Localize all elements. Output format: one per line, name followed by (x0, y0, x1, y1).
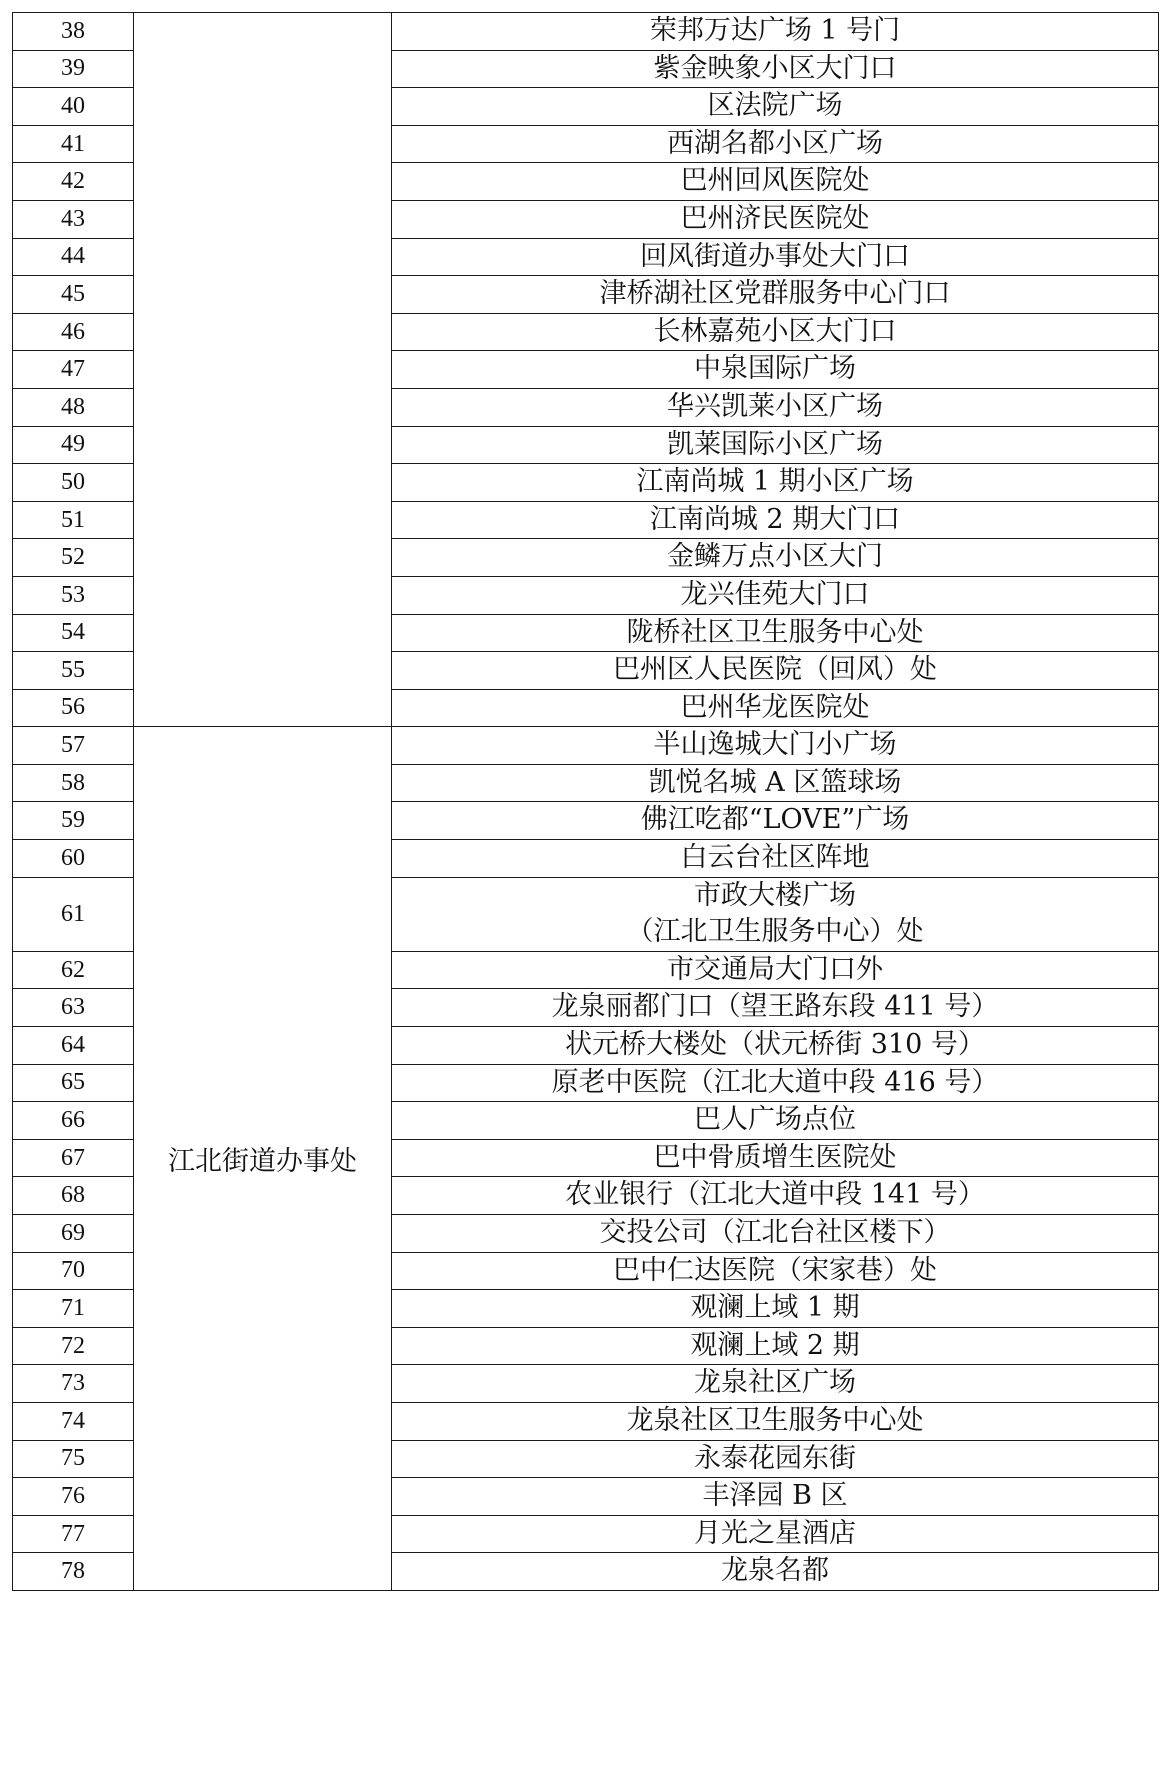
row-number: 48 (13, 388, 134, 426)
location-line: 交投公司（江北台社区楼下） (599, 1217, 951, 1248)
location-line: 巴州区人民医院（回风）处 (613, 654, 937, 686)
location-cell (392, 313, 1159, 351)
row-number: 46 (13, 313, 134, 351)
row-number: 64 (13, 1027, 134, 1065)
location-line: 巴中骨质增生医院处 (653, 1141, 897, 1173)
location-line: 巴州济民医院处 (680, 202, 870, 234)
row-number: 71 (13, 1290, 134, 1328)
location-line: 金鳞万点小区大门 (667, 541, 883, 573)
table-row (13, 727, 1159, 765)
row-number: 70 (13, 1252, 134, 1290)
location-cell (392, 1102, 1159, 1140)
location-line: 陇桥社区卫生服务中心处 (626, 616, 924, 648)
location-cell (392, 1027, 1159, 1065)
location-cell (392, 764, 1159, 802)
location-cell (392, 1252, 1159, 1290)
row-number: 78 (13, 1553, 134, 1591)
location-line: 巴中仁达医院（宋家巷）处 (613, 1254, 937, 1286)
row-number: 44 (13, 238, 134, 276)
row-number: 68 (13, 1177, 134, 1215)
location-line: 紫金映象小区大门口 (653, 52, 897, 84)
table-row (13, 13, 1159, 51)
row-number: 52 (13, 539, 134, 577)
location-line: 荣邦万达广场 1 号门 (649, 15, 901, 46)
row-number: 47 (13, 351, 134, 389)
row-number: 59 (13, 802, 134, 840)
location-line: 龙兴佳苑大门口 (680, 578, 870, 610)
location-cell (392, 1478, 1159, 1516)
location-line: （江北卫生服务中心）处 (626, 916, 924, 948)
location-cell (392, 88, 1159, 126)
row-number: 51 (13, 501, 134, 539)
testing-sites-table (12, 12, 1159, 1591)
location-cell (392, 50, 1159, 88)
location-cell (392, 727, 1159, 765)
location-line: 半山逸城大门小广场 (653, 729, 897, 761)
location-line: 市交通局大门口外 (667, 953, 883, 985)
row-number: 54 (13, 614, 134, 652)
location-line: 龙泉社区卫生服务中心处 (626, 1404, 924, 1436)
location-line: 巴州回风医院处 (680, 165, 870, 197)
location-cell (392, 1402, 1159, 1440)
row-number: 63 (13, 989, 134, 1027)
row-number: 56 (13, 689, 134, 727)
location-line: 原老中医院（江北大道中段 416 号） (551, 1066, 999, 1098)
location-cell (392, 276, 1159, 314)
office-cell: 江北街道办事处 (134, 727, 392, 1591)
location-cell (392, 1139, 1159, 1177)
location-line: 白云台社区阵地 (680, 842, 870, 874)
location-line: 巴州华龙医院处 (680, 691, 870, 723)
location-cell (392, 1064, 1159, 1102)
row-number: 69 (13, 1215, 134, 1253)
location-cell (392, 125, 1159, 163)
location-line: 巴人广场点位 (694, 1104, 856, 1136)
location-line: 江南尚城 1 期小区广场 (636, 466, 914, 498)
location-cell (392, 1440, 1159, 1478)
row-number: 53 (13, 576, 134, 614)
row-number: 67 (13, 1139, 134, 1177)
location-cell (392, 802, 1159, 840)
location-cell (392, 1515, 1159, 1553)
row-number: 58 (13, 764, 134, 802)
location-cell (392, 877, 1159, 951)
location-line: 津桥湖社区党群服务中心门口 (599, 278, 951, 310)
row-number: 41 (13, 125, 134, 163)
location-cell (392, 13, 1159, 51)
table-body (13, 13, 1159, 1591)
location-line: 永泰花园东街 (694, 1442, 856, 1474)
location-line: 区法院广场 (707, 90, 843, 122)
location-cell (392, 840, 1159, 878)
row-number: 77 (13, 1515, 134, 1553)
row-number: 61 (13, 877, 134, 951)
location-cell (392, 1365, 1159, 1403)
location-cell (392, 614, 1159, 652)
location-cell (392, 1327, 1159, 1365)
row-number: 57 (13, 727, 134, 765)
location-line: 中泉国际广场 (694, 353, 856, 385)
location-cell (392, 464, 1159, 502)
location-line: 华兴凯莱小区广场 (667, 390, 883, 422)
location-cell (392, 689, 1159, 727)
location-cell (392, 652, 1159, 690)
location-cell (392, 1553, 1159, 1591)
location-cell (392, 163, 1159, 201)
row-number: 66 (13, 1102, 134, 1140)
row-number: 43 (13, 200, 134, 238)
row-number: 39 (13, 50, 134, 88)
row-number: 45 (13, 276, 134, 314)
location-cell (392, 1290, 1159, 1328)
location-cell (392, 989, 1159, 1027)
location-line: 月光之星酒店 (694, 1517, 856, 1549)
row-number: 72 (13, 1327, 134, 1365)
location-line: 西湖名都小区广场 (667, 127, 883, 159)
location-cell (392, 539, 1159, 577)
row-number: 74 (13, 1402, 134, 1440)
location-cell (392, 501, 1159, 539)
location-cell (392, 238, 1159, 276)
row-number: 62 (13, 951, 134, 989)
location-line: 观澜上域 2 期 (690, 1329, 860, 1361)
location-cell (392, 351, 1159, 389)
row-number: 60 (13, 840, 134, 878)
row-number: 76 (13, 1478, 134, 1516)
location-line: 回风街道办事处大门口 (640, 240, 910, 272)
location-line: 龙泉名都 (721, 1555, 829, 1587)
location-line: 丰泽园 B 区 (702, 1480, 848, 1512)
location-line: 状元桥大楼处（状元桥街 310 号） (565, 1029, 985, 1061)
location-line: 农业银行（江北大道中段 141 号） (565, 1179, 985, 1211)
row-number: 40 (13, 88, 134, 126)
location-line: 凯莱国际小区广场 (667, 428, 883, 460)
row-number: 42 (13, 163, 134, 201)
row-number: 55 (13, 652, 134, 690)
location-cell (392, 200, 1159, 238)
row-number: 50 (13, 464, 134, 502)
location-line: 佛江吃都“LOVE”广场 (640, 804, 910, 836)
location-line: 长林嘉苑小区大门口 (653, 315, 897, 347)
office-cell (134, 13, 392, 727)
location-cell (392, 1177, 1159, 1215)
row-number: 65 (13, 1064, 134, 1102)
location-line: 凯悦名城 A 区篮球场 (648, 766, 902, 798)
row-number: 75 (13, 1440, 134, 1478)
location-cell (392, 576, 1159, 614)
location-line: 市政大楼广场 (694, 879, 856, 911)
row-number: 38 (13, 13, 134, 51)
location-line: 观澜上域 1 期 (690, 1292, 860, 1324)
row-number: 73 (13, 1365, 134, 1403)
location-line: 龙泉社区广场 (694, 1367, 856, 1399)
location-cell (392, 951, 1159, 989)
location-line: 龙泉丽都门口（望王路东段 411 号） (551, 991, 999, 1023)
location-cell (392, 1215, 1159, 1253)
location-cell (392, 388, 1159, 426)
location-line: 江南尚城 2 期大门口 (649, 503, 901, 535)
row-number: 49 (13, 426, 134, 464)
location-cell (392, 426, 1159, 464)
